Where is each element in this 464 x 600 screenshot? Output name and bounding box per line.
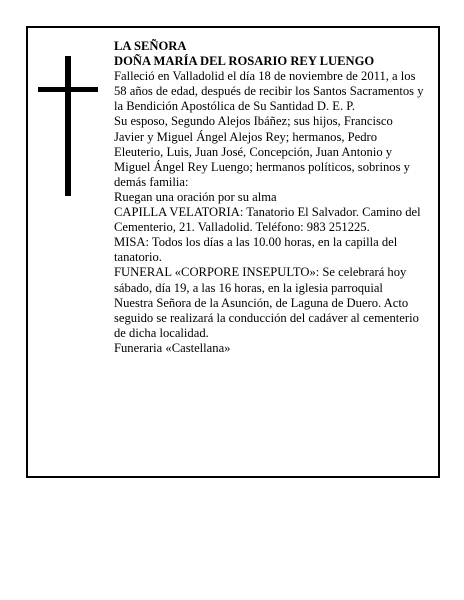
chapel-info: CAPILLA VELATORIA: Tanatorio El Salvador. Camino del Cementerio, 21. Valladolid. Teléfono: 983 251225. [114,205,421,235]
obituary-text [114,39,424,356]
funeral-info: FUNERAL «CORPORE INSEPULTO»: Se celebrará hoy sábado, día 19, a las 16 horas, en la iglesia parroquial Nuestra Señora de la Asunción, de Laguna de Duero. Acto seguido se realizará la conducción del cadáver al cementerio de dicha localidad. [114,265,419,340]
cross-vertical-bar [65,56,71,196]
funeral-home: Funeraria «Castellana» [114,340,231,355]
cross-icon [38,56,98,196]
mass-info: MISA: Todos los días a las 10.00 horas, en la capilla del tanatorio. [114,235,398,265]
cross-horizontal-bar [38,87,98,92]
family-list: Su esposo, Segundo Alejos Ibáñez; sus hijos, Francisco Javier y Miguel Ángel Alejos Rey; hermanos, Pedro Eleuterio, Luis, Juan José, Concepción, Juan Antonio y Miguel Ángel Rey Luengo; hermanos políticos, sobrinos y demás familia: [114,114,410,189]
notice-title-name: DOÑA MARÍA DEL ROSARIO REY LUENGO [114,54,375,69]
death-announcement: Falleció en Valladolid el día 18 de noviembre de 2011, a los 58 años de edad, después de recibir los Santos Sacramentos y la Bendición Apostólica de Su Santidad D. E. P. [114,69,424,114]
notice-title-line1: LA SEÑORA [114,39,187,53]
prayer-request: Ruegan una oración por su alma [114,189,277,204]
